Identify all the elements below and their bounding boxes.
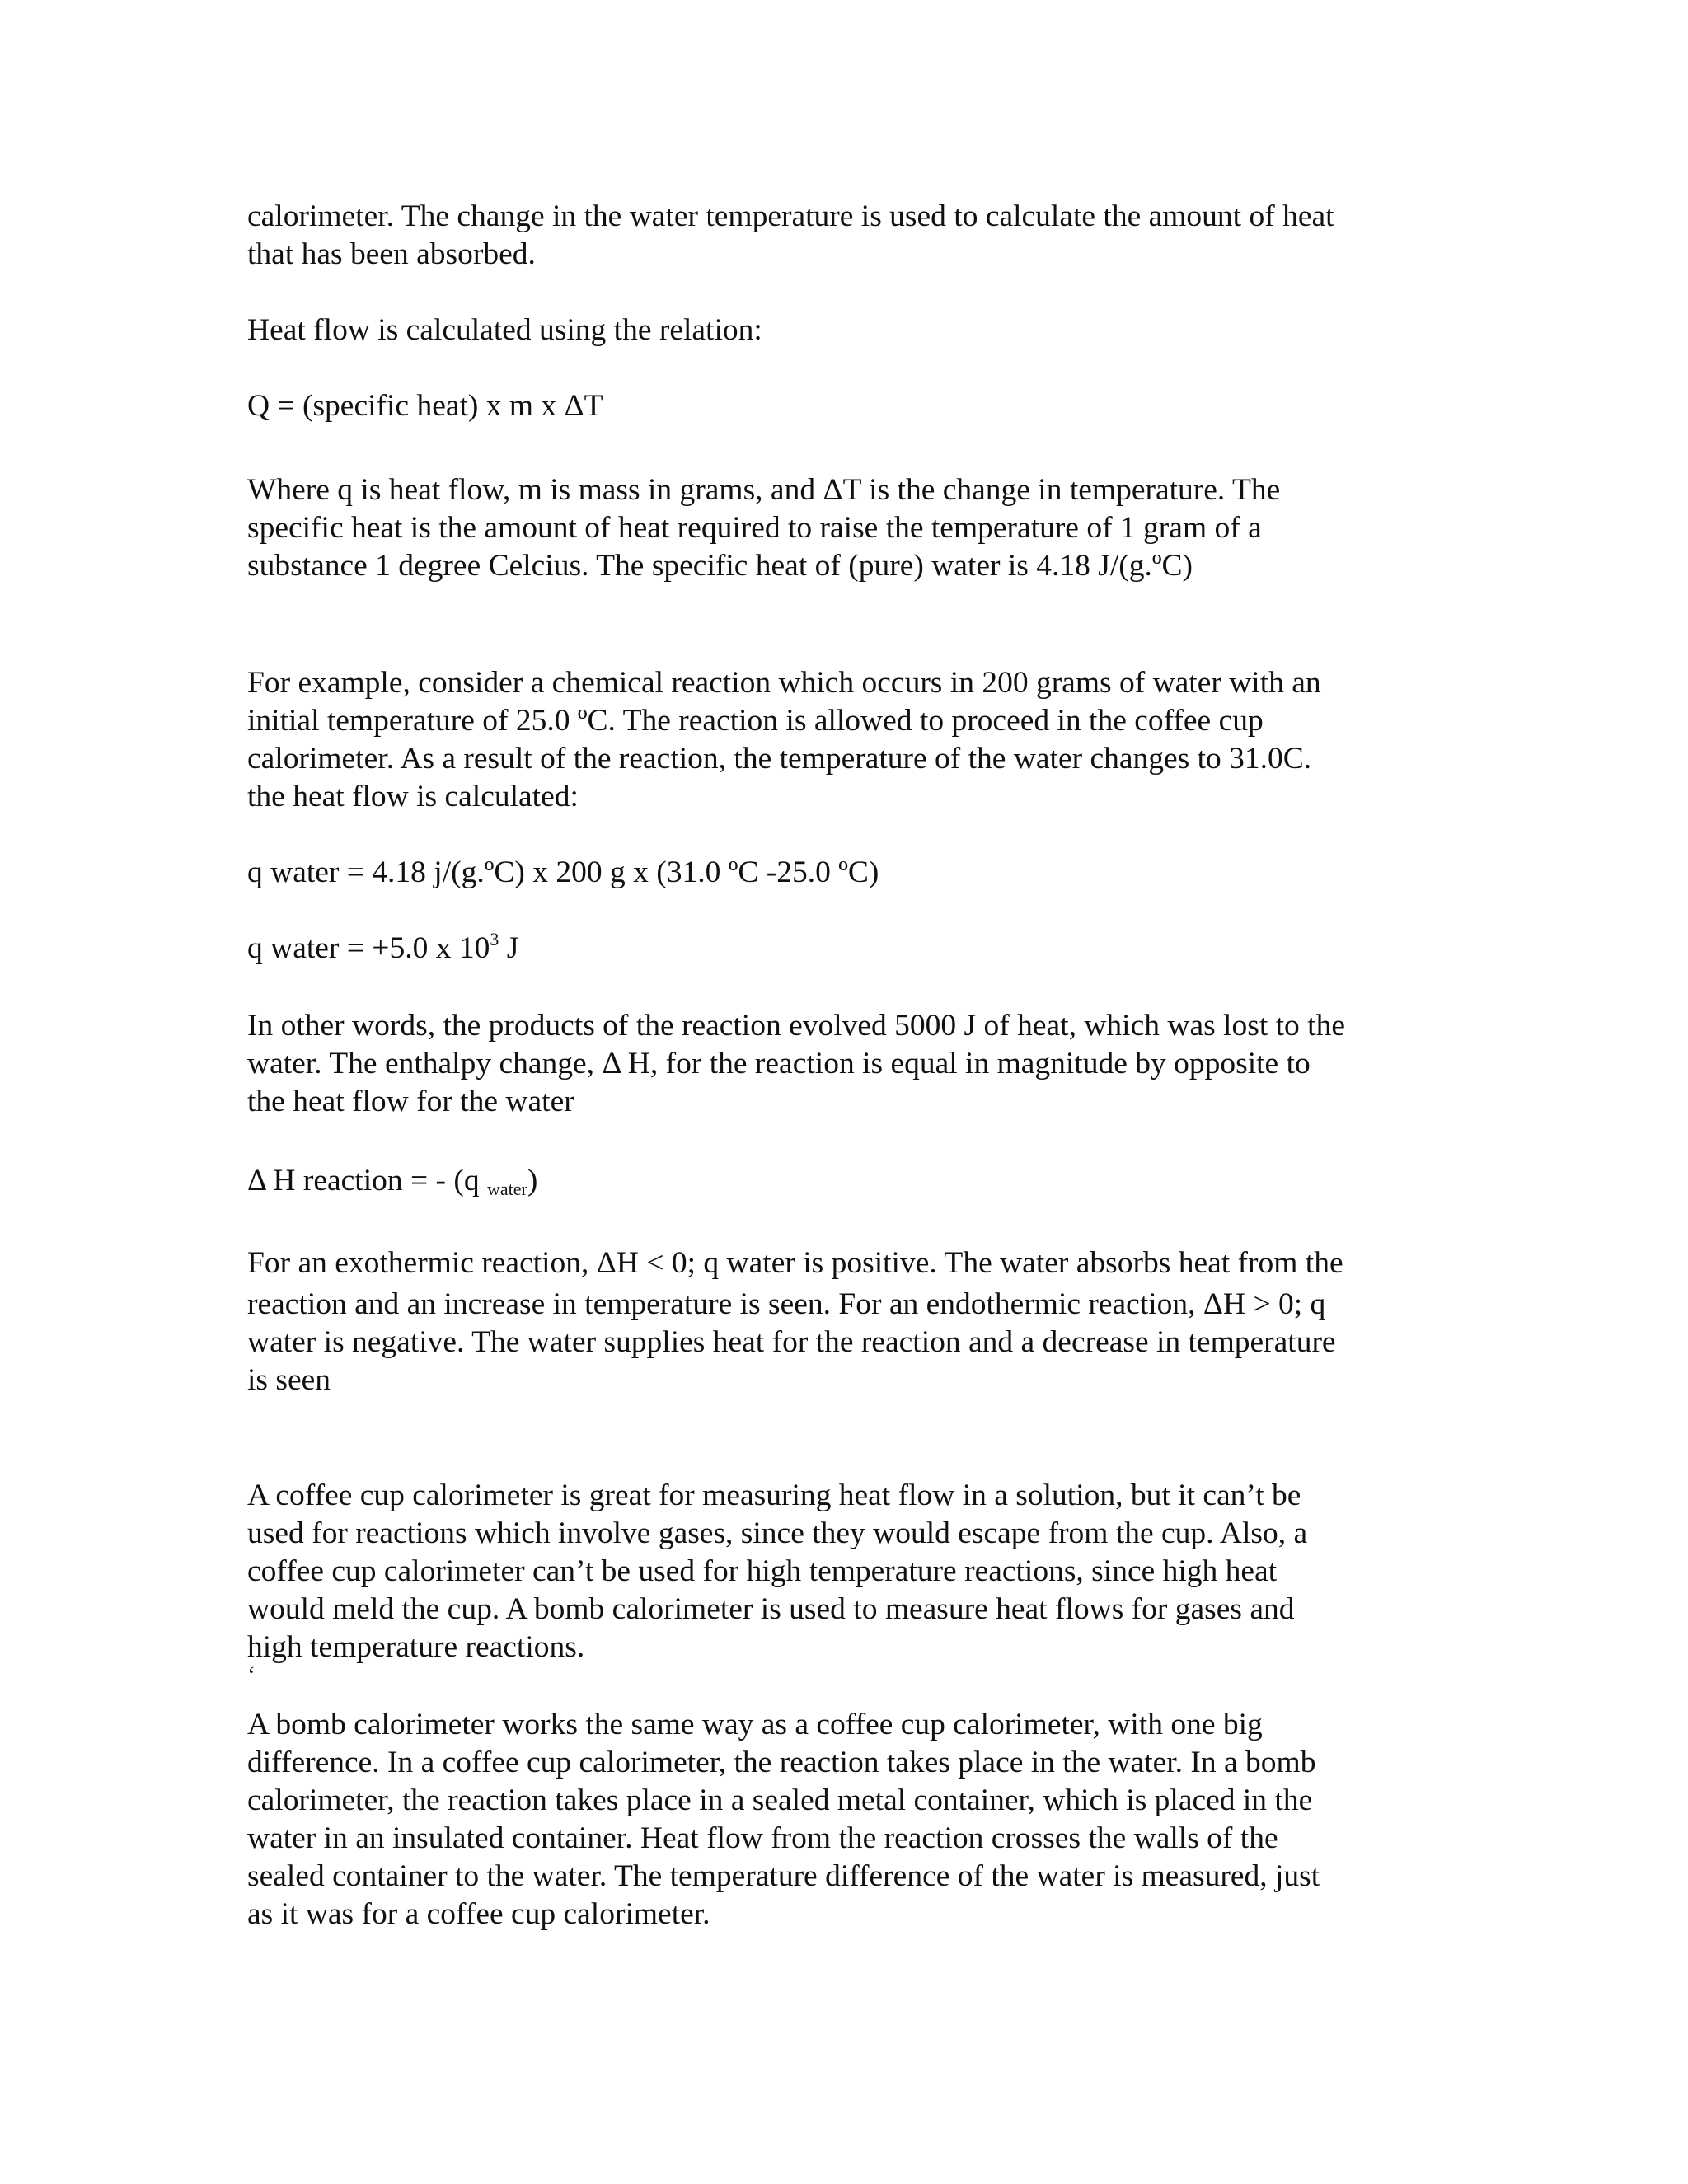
text-line: coffee cup calorimeter can’t be used for high temperature reactions, since high heat bbox=[247, 1554, 1278, 1588]
text-line: would meld the cup. A bomb calorimeter is used to measure heat flows for gases and bbox=[247, 1592, 1295, 1626]
text-line: For an exothermic reaction, ΔH < 0; q water is positive. The water absorbs heat from the bbox=[247, 1246, 1343, 1280]
stray-mark bbox=[247, 1663, 1467, 1688]
paragraph-heat-flow-relation bbox=[247, 312, 1467, 349]
text-line: calorimeter. As a result of the reaction, the temperature of the water changes to 31.0C. bbox=[247, 742, 1312, 776]
eq-text: q water = +5.0 x 10 bbox=[247, 931, 490, 965]
equation-delta-h bbox=[247, 1162, 1467, 1200]
text-line: calorimeter. The change in the water temperature is used to calculate the amount of heat bbox=[247, 199, 1334, 233]
text-line: used for reactions which involve gases, since they would escape from the cup. Also, a bbox=[247, 1516, 1308, 1550]
equation-q-water-result bbox=[247, 930, 1467, 968]
text-line: as it was for a coffee cup calorimeter. bbox=[247, 1897, 710, 1931]
exponent: 3 bbox=[490, 929, 499, 949]
text-line: sealed container to the water. The temperature difference of the water is measured, just bbox=[247, 1859, 1320, 1893]
text-line: substance 1 degree Celcius. The specific heat of (pure) water is 4.18 J/(g.ºC) bbox=[247, 549, 1193, 583]
text-line: water is negative. The water supplies heat for the reaction and a decrease in temperature bbox=[247, 1325, 1336, 1359]
text-line: is seen bbox=[247, 1363, 331, 1397]
text-line: the heat flow is calculated: bbox=[247, 780, 579, 813]
text-line: ‘ bbox=[247, 1661, 256, 1689]
equation-heat-flow bbox=[247, 387, 1467, 425]
paragraph-example bbox=[247, 664, 1467, 816]
text-line: the heat flow for the water bbox=[247, 1085, 574, 1118]
text-line: specific heat is the amount of heat required to raise the temperature of 1 gram of a bbox=[247, 511, 1262, 545]
text-line: water. The enthalpy change, Δ H, for the reaction is equal in magnitude by opposite to bbox=[247, 1047, 1311, 1080]
text-line: Q = (specific heat) x m x ΔT bbox=[247, 389, 603, 423]
text-line: Where q is heat flow, m is mass in grams, and ΔT is the change in temperature. The bbox=[247, 473, 1281, 507]
text-line: initial temperature of 25.0 ºC. The reaction is allowed to proceed in the coffee cup bbox=[247, 704, 1264, 738]
text-line: A bomb calorimeter works the same way as a coffee cup calorimeter, with one big bbox=[247, 1708, 1263, 1741]
eq-text: Δ H reaction = - (q bbox=[247, 1164, 488, 1197]
text-line: high temperature reactions. bbox=[247, 1630, 585, 1664]
paragraph-enthalpy bbox=[247, 1007, 1467, 1121]
text-line: difference. In a coffee cup calorimeter, the reaction takes place in the water. In a bomb bbox=[247, 1746, 1316, 1779]
paragraph-specific-heat bbox=[247, 471, 1467, 585]
text-line: Heat flow is calculated using the relation: bbox=[247, 313, 762, 347]
subscript: water bbox=[487, 1179, 528, 1199]
text-line: In other words, the products of the reaction evolved 5000 J of heat, which was lost to the bbox=[247, 1009, 1345, 1043]
text-line bbox=[247, 1162, 1467, 1200]
paragraph-calorimeter-intro bbox=[247, 198, 1467, 274]
text-line: water in an insulated container. Heat flow from the reaction crosses the walls of the bbox=[247, 1821, 1278, 1855]
text-line: q water = 4.18 j/(g.ºC) x 200 g x (31.0 ºC -25.0 ºC) bbox=[247, 855, 879, 889]
text-line bbox=[247, 930, 1467, 968]
paragraph-exo-endo bbox=[247, 1244, 1467, 1399]
text-line: A coffee cup calorimeter is great for measuring heat flow in a solution, but it can’t be bbox=[247, 1479, 1301, 1512]
eq-text: J bbox=[499, 931, 519, 965]
equation-q-water-calc bbox=[247, 854, 1467, 892]
paragraph-coffee-cup-limits bbox=[247, 1477, 1467, 1666]
text-line: that has been absorbed. bbox=[247, 237, 536, 271]
text-line: calorimeter, the reaction takes place in a sealed metal container, which is placed in the bbox=[247, 1783, 1313, 1817]
text-line: reaction and an increase in temperature is seen. For an endothermic reaction, ΔH > 0; q bbox=[247, 1287, 1326, 1321]
paragraph-bomb-calorimeter bbox=[247, 1706, 1467, 1933]
text-line: For example, consider a chemical reaction which occurs in 200 grams of water with an bbox=[247, 666, 1321, 700]
eq-text: ) bbox=[527, 1164, 538, 1197]
